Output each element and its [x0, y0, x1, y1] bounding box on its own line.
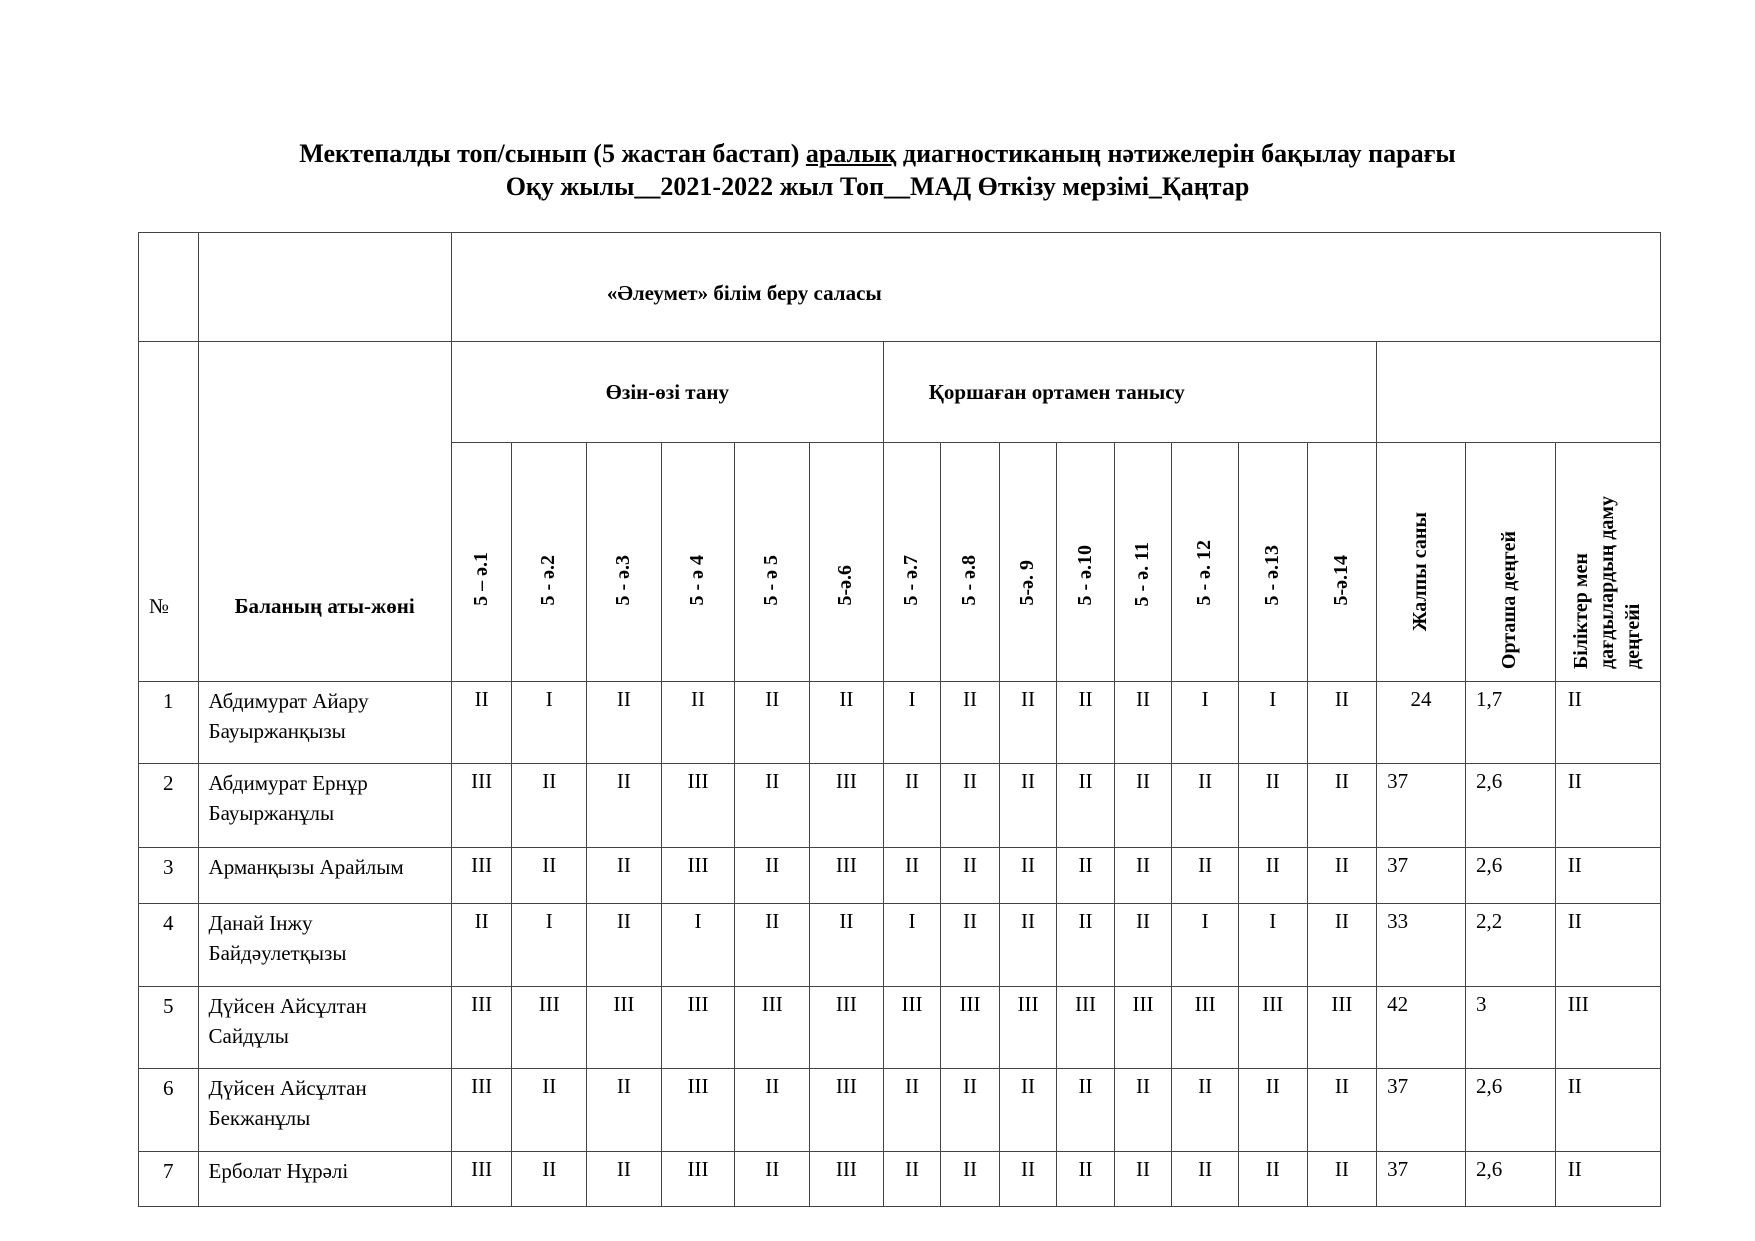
average-label: Орташа деңгей: [1498, 530, 1521, 669]
grade-cell-3: II: [587, 904, 662, 987]
grade-cell-8: II: [941, 682, 1000, 764]
skills-level-cell: III: [1555, 987, 1660, 1069]
header-skills-level: [1555, 443, 1660, 682]
grade-cell-10: II: [1057, 848, 1115, 904]
grade-cell-2: II: [512, 1152, 587, 1207]
grade-cell-4: III: [661, 987, 735, 1069]
grade-cell-7: III: [883, 987, 941, 1069]
grade-cell-1: II: [451, 682, 512, 764]
code-label: 5 - ә. 11: [1131, 541, 1154, 606]
table-row: [139, 682, 1661, 764]
grade-cell-9: II: [999, 682, 1057, 764]
grade-cell-8: II: [941, 848, 1000, 904]
grade-cell-4: III: [661, 1152, 735, 1207]
grade-cell-12: II: [1172, 1152, 1239, 1207]
total-cell: 37: [1377, 1152, 1466, 1207]
grade-cell-2: I: [512, 904, 587, 987]
grade-cell-6: II: [810, 682, 884, 764]
skills-level-cell: II: [1555, 904, 1660, 987]
grade-cell-13: I: [1238, 682, 1307, 764]
diagnostics-table: [138, 232, 1661, 1207]
header-number: №: [139, 342, 199, 682]
grade-cell-14: II: [1307, 904, 1377, 987]
child-name: Данай Інжу Байдәулетқызы: [198, 904, 451, 987]
skills-level-cell: II: [1555, 1069, 1660, 1152]
header-row-area: [139, 233, 1661, 342]
code-label: 5 - ә 5: [760, 555, 783, 606]
total-cell: 42: [1377, 987, 1466, 1069]
grade-cell-4: I: [661, 904, 735, 987]
grade-cell-12: I: [1172, 682, 1239, 764]
header-row-groups: [139, 342, 1661, 443]
grade-cell-10: II: [1057, 764, 1115, 848]
grade-cell-6: III: [810, 987, 884, 1069]
grade-cell-1: III: [451, 764, 512, 848]
header-code-4: [661, 443, 735, 682]
header-code-14: [1307, 443, 1377, 682]
grade-cell-11: II: [1114, 764, 1172, 848]
header-blank-name: [198, 233, 451, 342]
child-name: Абдимурат Айару Бауыржанқызы: [198, 682, 451, 764]
grade-cell-1: II: [451, 904, 512, 987]
grade-cell-2: II: [512, 848, 587, 904]
child-name: Дүйсен Айсұлтан Сайдұлы: [198, 987, 451, 1069]
grade-cell-6: III: [810, 848, 884, 904]
average-cell: 3: [1465, 987, 1555, 1069]
header-education-area: [451, 233, 1660, 342]
code-label: 5 - ә 4: [686, 555, 709, 606]
grade-cell-5: II: [735, 682, 810, 764]
row-number: 5: [139, 987, 199, 1069]
code-label: 5 - ә.10: [1073, 545, 1096, 606]
grade-cell-3: III: [587, 987, 662, 1069]
grade-cell-1: III: [451, 987, 512, 1069]
grade-cell-12: II: [1172, 1069, 1239, 1152]
grade-cell-14: II: [1307, 848, 1377, 904]
grade-cell-8: II: [941, 904, 1000, 987]
grade-cell-11: II: [1114, 682, 1172, 764]
header-code-3: [587, 443, 662, 682]
header-code-8: [941, 443, 1000, 682]
grade-cell-6: III: [810, 1069, 884, 1152]
grade-cell-12: III: [1172, 987, 1239, 1069]
grade-cell-1: III: [451, 848, 512, 904]
code-label: 5-ә. 9: [1016, 560, 1038, 606]
grade-cell-3: II: [587, 682, 662, 764]
code-label: 5 - ә.2: [537, 555, 560, 606]
grade-cell-7: I: [883, 682, 941, 764]
grade-cell-9: II: [999, 764, 1057, 848]
grade-cell-14: II: [1307, 1152, 1377, 1207]
grade-cell-3: II: [587, 848, 662, 904]
grade-cell-3: II: [587, 1152, 662, 1207]
row-number: 1: [139, 682, 199, 764]
grade-cell-10: II: [1057, 1152, 1115, 1207]
header-code-5: [735, 443, 810, 682]
header-total: [1377, 443, 1466, 682]
header-child-name: Баланың аты-жөні: [198, 342, 451, 682]
table-row: [139, 764, 1661, 848]
grade-cell-9: II: [999, 848, 1057, 904]
header-code-2: [512, 443, 587, 682]
row-number: 2: [139, 764, 199, 848]
grade-cell-12: II: [1172, 848, 1239, 904]
grade-cell-5: II: [735, 764, 810, 848]
row-number: 7: [139, 1152, 199, 1207]
grade-cell-9: II: [999, 1069, 1057, 1152]
title-line-2: Оқу жылы__2021-2022 жыл Топ__МАД Өткізу мерзімі_Қаңтар: [505, 172, 1250, 201]
grade-cell-1: III: [451, 1069, 512, 1152]
header-blank-number: [139, 233, 199, 342]
grade-cell-10: III: [1057, 987, 1115, 1069]
average-cell: 2,6: [1465, 848, 1555, 904]
grade-cell-10: II: [1057, 904, 1115, 987]
code-label: 5 - ә. 12: [1193, 540, 1216, 606]
header-average: [1465, 443, 1555, 682]
header-code-11: [1114, 443, 1172, 682]
grade-cell-13: II: [1238, 848, 1307, 904]
grade-cell-2: I: [512, 682, 587, 764]
grade-cell-9: II: [999, 904, 1057, 987]
title-underlined-word: аралық: [805, 139, 897, 168]
code-label: 5 - ә.8: [957, 555, 980, 606]
grade-cell-11: II: [1114, 848, 1172, 904]
grade-cell-4: II: [661, 682, 735, 764]
header-group-self-knowledge: Өзін-өзі тану: [451, 342, 883, 443]
table-row: [139, 987, 1661, 1069]
row-number: 6: [139, 1069, 199, 1152]
average-cell: 2,6: [1465, 1069, 1555, 1152]
total-label: Жалпы саны: [1409, 511, 1432, 631]
grade-cell-11: II: [1114, 1152, 1172, 1207]
grade-cell-11: III: [1114, 987, 1172, 1069]
grade-cell-14: II: [1307, 682, 1377, 764]
skills-level-cell: II: [1555, 764, 1660, 848]
header-code-9: [999, 443, 1057, 682]
grade-cell-8: II: [941, 764, 1000, 848]
header-code-7: [883, 443, 941, 682]
grade-cell-13: III: [1238, 987, 1307, 1069]
grade-cell-14: III: [1307, 987, 1377, 1069]
child-name: Дүйсен Айсұлтан Бекжанұлы: [198, 1069, 451, 1152]
table-row: [139, 904, 1661, 987]
skills-level-cell: II: [1555, 1152, 1660, 1207]
row-number: 3: [139, 848, 199, 904]
title-text: Мектепалды топ/сынып (5 жастан бастап): [299, 139, 806, 168]
grade-cell-4: III: [661, 848, 735, 904]
grade-cell-7: II: [883, 764, 941, 848]
child-name: Абдимурат Ернұр Бауыржанұлы: [198, 764, 451, 848]
grade-cell-7: I: [883, 904, 941, 987]
grade-cell-14: II: [1307, 1069, 1377, 1152]
grade-cell-5: II: [735, 904, 810, 987]
grade-cell-3: II: [587, 764, 662, 848]
code-label: 5-ә.6: [834, 565, 857, 606]
average-cell: 2,2: [1465, 904, 1555, 987]
average-cell: 2,6: [1465, 764, 1555, 848]
code-label: 5 - ә.3: [611, 555, 634, 606]
grade-cell-11: II: [1114, 904, 1172, 987]
total-cell: 37: [1377, 764, 1466, 848]
header-blank-summary: [1377, 342, 1661, 443]
grade-cell-5: III: [735, 987, 810, 1069]
skills-level-label: Біліктер мен дағдылардың даму деңгейі: [1569, 495, 1644, 669]
total-cell: 37: [1377, 1069, 1466, 1152]
grade-cell-11: II: [1114, 1069, 1172, 1152]
grade-cell-13: II: [1238, 1152, 1307, 1207]
title-text-end: диагностиканың нәтижелерін бақылау парағы: [896, 139, 1456, 168]
grade-cell-6: III: [810, 1152, 884, 1207]
education-area-label: «Әлеумет» білім беру саласы: [606, 281, 882, 305]
header-code-12: [1172, 443, 1239, 682]
grade-cell-13: I: [1238, 904, 1307, 987]
grade-cell-10: II: [1057, 1069, 1115, 1152]
total-cell: 37: [1377, 848, 1466, 904]
grade-cell-13: II: [1238, 1069, 1307, 1152]
header-code-10: [1057, 443, 1115, 682]
child-name: Арманқызы Арайлым: [198, 848, 451, 904]
grade-cell-12: I: [1172, 904, 1239, 987]
grade-cell-13: II: [1238, 764, 1307, 848]
code-label: 5-ә.14: [1329, 555, 1352, 606]
table-row: [139, 1152, 1661, 1207]
code-label: 5 – ә.1: [469, 552, 492, 606]
row-number: 4: [139, 904, 199, 987]
total-cell: 33: [1377, 904, 1466, 987]
grade-cell-2: II: [512, 764, 587, 848]
skills-level-cell: II: [1555, 848, 1660, 904]
grade-cell-8: II: [941, 1069, 1000, 1152]
code-label: 5 - ә.7: [899, 555, 922, 606]
grade-cell-7: II: [883, 1152, 941, 1207]
header-code-13: [1238, 443, 1307, 682]
grade-cell-9: II: [999, 1152, 1057, 1207]
grade-cell-6: II: [810, 904, 884, 987]
table-row: [139, 848, 1661, 904]
header-code-6: [810, 443, 884, 682]
grade-cell-9: III: [999, 987, 1057, 1069]
grade-cell-12: II: [1172, 764, 1239, 848]
grade-cell-5: II: [735, 1069, 810, 1152]
document-title: [0, 137, 1755, 203]
grade-cell-3: II: [587, 1069, 662, 1152]
grade-cell-8: III: [941, 987, 1000, 1069]
total-cell: 24: [1377, 682, 1466, 764]
grade-cell-4: III: [661, 764, 735, 848]
average-cell: 2,6: [1465, 1152, 1555, 1207]
child-name: Ерболат Нұрәлі: [198, 1152, 451, 1207]
title-line-1: [0, 137, 1755, 170]
grade-cell-5: II: [735, 1152, 810, 1207]
code-label: 5 - ә.13: [1260, 545, 1283, 606]
grade-cell-10: II: [1057, 682, 1115, 764]
grade-cell-1: III: [451, 1152, 512, 1207]
header-group-environment: Қоршаған ортамен танысу: [883, 342, 1376, 443]
header-code-1: [451, 443, 512, 682]
skills-level-cell: II: [1555, 682, 1660, 764]
table-row: [139, 1069, 1661, 1152]
grade-cell-6: III: [810, 764, 884, 848]
grade-cell-7: II: [883, 848, 941, 904]
grade-cell-5: II: [735, 848, 810, 904]
grade-cell-8: II: [941, 1152, 1000, 1207]
grade-cell-4: III: [661, 1069, 735, 1152]
grade-cell-2: III: [512, 987, 587, 1069]
grade-cell-7: II: [883, 1069, 941, 1152]
grade-cell-14: II: [1307, 764, 1377, 848]
grade-cell-2: II: [512, 1069, 587, 1152]
average-cell: 1,7: [1465, 682, 1555, 764]
